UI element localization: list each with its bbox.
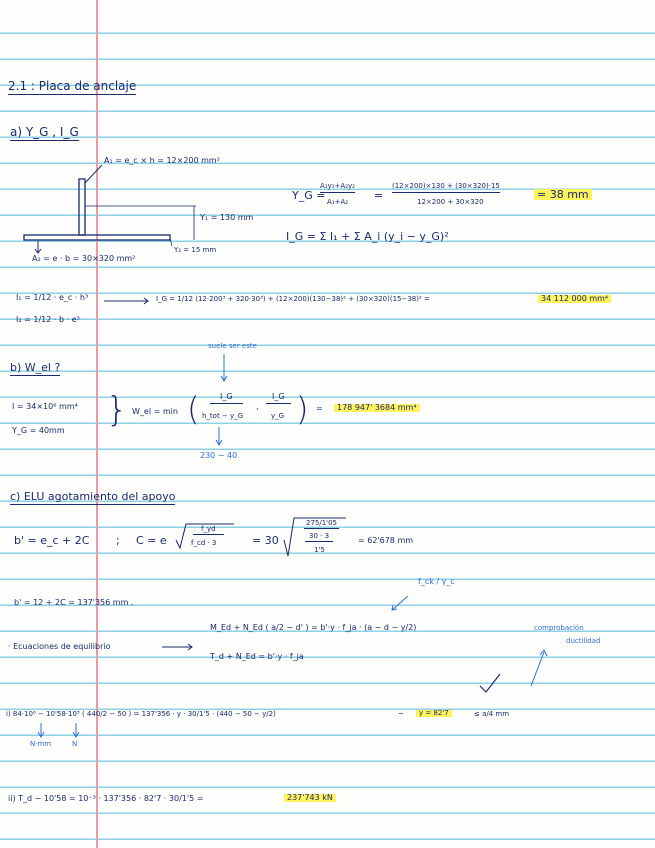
frac2-den: y_G [271,412,285,420]
inertia-value: I = 34×10⁶ mm⁴ [12,402,78,411]
heading-c: c) ELU agotamiento del apoyo [10,490,176,503]
yg-value: Y_G = 40mm [12,426,65,435]
equilibrium-eq-1: M_Ed + N_Ed ( a/2 − d' ) = b'·y · f_ja · (a − d − y/2) [210,623,417,632]
yg-denominator: A₁+A₂ [327,198,349,206]
step-i-tail: ≤ a/4 mm [474,710,510,718]
equals-30: = 30 [252,534,279,547]
i2-formula: I₂ = 1/12 · b · e³ [16,315,80,324]
step-ii-result: 237'743 kN [284,794,336,802]
c-formula: C = e [136,534,167,547]
heading-a: a) Y_G , I_G [10,125,79,139]
frac1-den: h_tot − y_G [202,412,244,420]
yg-numerator-values: (12×200)×130 + (30×320)·15 [392,183,500,193]
i1-formula: I₁ = 1/12 · e_c · h³ [16,293,89,302]
sqrt-den-values-a: 30 · 3 [305,533,333,542]
yg-denominator-values: 12×200 + 30×320 [417,198,484,206]
annotation-suele: suele ser este [208,342,257,350]
area1-label: A₁ = e_c × h = 12×200 mm² [104,156,220,165]
sqrt-numerator: f_yd [193,526,224,535]
yg-numerator: A₁y₁+A₂y₂ [320,183,355,193]
wel-result: 178 947' 3684 mm⁴ [334,404,420,412]
c-result: = 62'678 mm [358,536,414,545]
approx-symbol: ~ [398,710,404,718]
y1-label: Y₁ = 130 mm [200,213,254,222]
sqrt-num-values: 275/1'05 [306,519,338,527]
annotation-htot: 230 − 40 [200,451,238,460]
yg-result: = 38 mm [534,189,592,200]
ig-formula: I_G = Σ I₁ + Σ A_i (y_i − y_G)² [286,230,449,243]
step-i-equation: i) 84·10⁶ − 10'58·10³ ( 440/2 − 50 ) = 137'356 · y · 30/1'5 · (440 − 50 − y/2) [6,710,276,718]
unit-n: N [72,740,78,748]
brace: } [106,390,128,430]
yg-lhs: Y_G = [292,189,326,202]
wel-equals: = [316,404,323,413]
b-prime-formula: b' = e_c + 2C [14,534,90,547]
ig-calculation: I_G = 1/12 (12·200³ + 320·30³) + (12×200)(130−38)² + (30×320)(15−38)² = [156,295,430,303]
sqrt-denominator: f_cd · 3 [191,539,217,547]
unit-nmm: N·mm [30,740,52,748]
paren-open: ( [187,390,200,428]
area2-label: A₂ = e · b = 30×320 mm² [32,254,136,263]
check-note-2: ductilidad [566,637,601,645]
equilibrium-label: · Ecuaciones de equilibrio [8,642,111,651]
frac1-num: I_G [210,393,243,404]
heading-b: b) W_el ? [10,361,61,374]
frac2-num: I_G [266,393,291,404]
step-i-result: y = 82'7 [416,710,452,717]
paren-close: ) [296,390,309,428]
yg-equals: = [374,189,384,202]
fck-note: f_ck / γ_c [418,577,455,586]
y2-label: Y₂ = 15 mm [174,246,217,254]
equilibrium-eq-2: T_d + N_Ed = b'·y · f_ja [210,652,304,661]
sqrt-den-values-b: 1'5 [314,546,325,554]
wel-formula: W_el = min [132,407,178,416]
ig-result: 34 112 000 mm⁴ [538,295,611,303]
comma-sep: , [256,402,259,411]
b-prime-calculation: b' = 12 + 2C = 137'356 mm . [14,598,134,607]
section-title: 2.1 : Placa de anclaje [8,79,137,93]
check-note-1: comprobación [534,624,584,632]
step-ii-equation: ii) T_d − 10'58 = 10⁻³ · 137'356 · 82'7 · 30/1'5 = [8,794,204,803]
separator-semicolon: ; [116,534,120,547]
